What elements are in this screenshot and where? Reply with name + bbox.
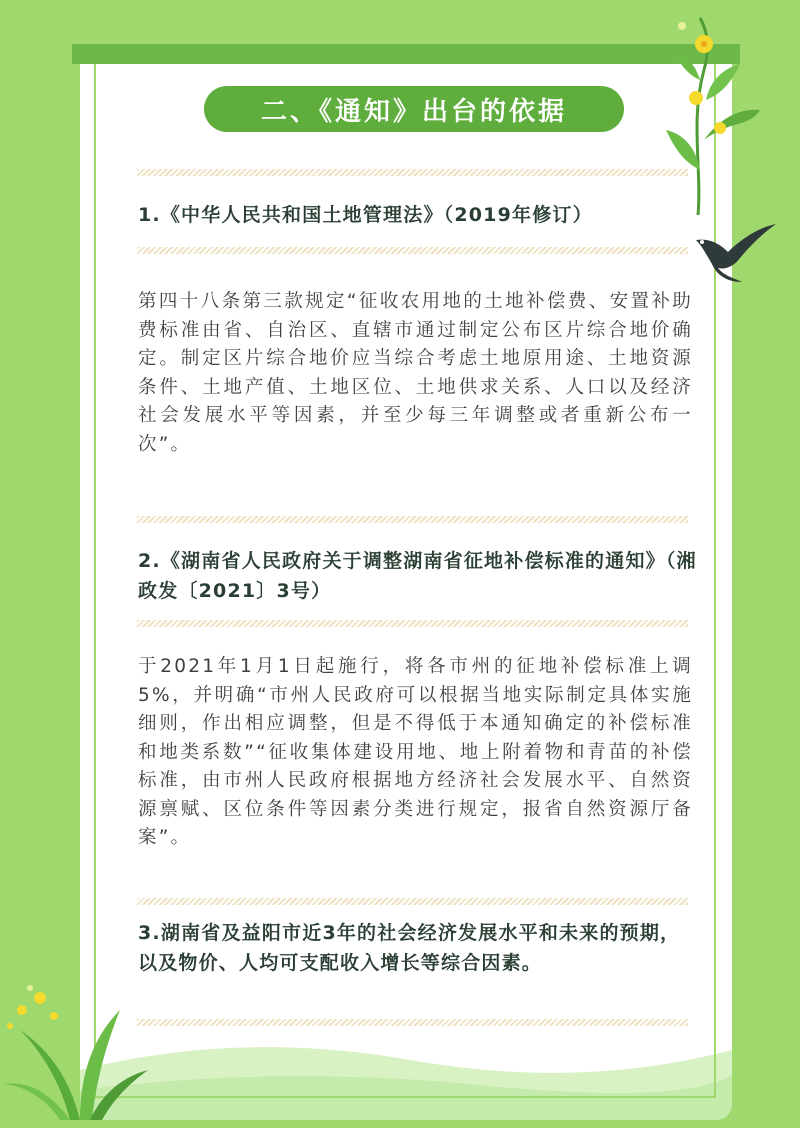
flower-vine-icon — [660, 10, 770, 220]
divider-stripe — [137, 620, 688, 627]
grass-icon — [0, 980, 150, 1120]
section-1-heading: 1.《中华人民共和国土地管理法》（2019年修订） — [138, 204, 593, 226]
divider-stripe — [137, 169, 688, 176]
divider-stripe — [137, 898, 688, 905]
top-bar — [72, 44, 740, 64]
section-3-heading: 3.湖南省及益阳市近3年的社会经济发展水平和未来的预期，以及物价、人均可支配收入增长等综合因素。 — [138, 922, 681, 974]
section-2-body: 于2021年1月1日起施行，将各市州的征地补偿标准上调5%，并明确“市州人民政府可以根据当地实际制定具体实施细则，作出相应调整，但是不得低于本通知确定的补偿标准和地类系数”“征收集体建设用地、地上附着物和青苗的补偿标准，由市州人民政府根据地方经济社会发展水平、自然资源禀赋、区位条件等因素分类进行规定，报省自然资源厅备案”。 — [138, 656, 693, 848]
section-2-heading: 2.《湖南省人民政府关于调整湖南省征地补偿标准的通知》（湘政发〔2021〕3号） — [138, 550, 697, 602]
divider-stripe — [137, 247, 688, 254]
swallow-icon — [690, 218, 778, 284]
section-1-body: 第四十八条第三款规定“征收农用地的土地补偿费、安置补助费标准由省、自治区、直辖市通过制定公布区片综合地价确定。制定区片综合地价应当综合考虑土地原用途、土地资源条件、土地产值、土地区位、土地供求关系、人口以及经济社会发展水平等因素，并至少每三年调整或者重新公布一次”。 — [138, 291, 693, 455]
divider-stripe — [137, 516, 688, 523]
page-title: 二、《通知》出台的依据 — [204, 86, 624, 132]
divider-stripe — [137, 1019, 688, 1026]
